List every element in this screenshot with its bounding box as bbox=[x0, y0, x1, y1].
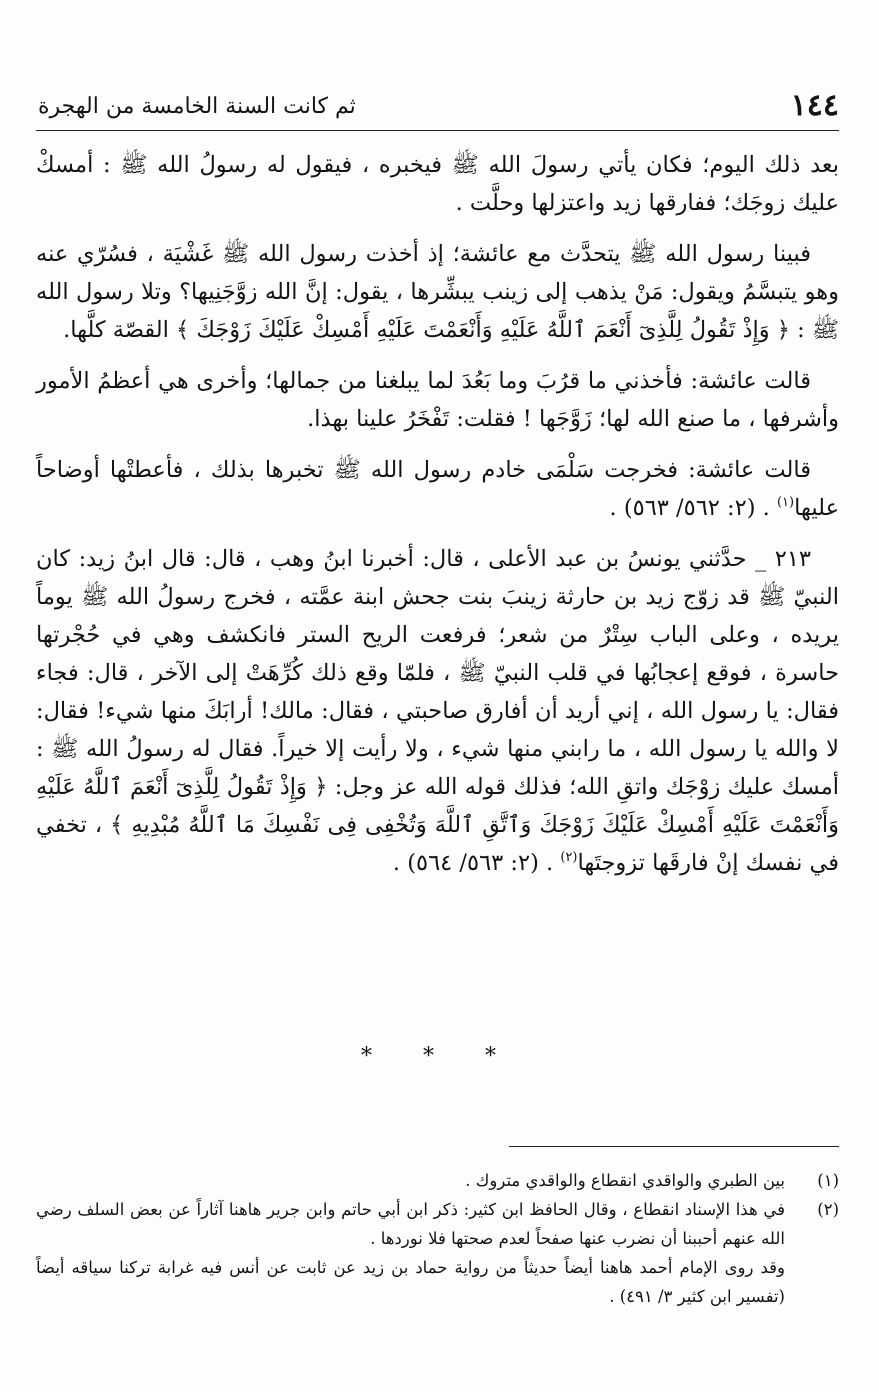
footnote-number: (٢) bbox=[817, 1200, 839, 1219]
footnote-line: وقد روى الإمام أحمد هاهنا أيضاً حديثاً من رواية حماد بن زيد عن ثابت عن أنس فيه غرابة تركنا سياقه أيضاً (تفسير ابن كثير ٣/ ٤٩١) . bbox=[36, 1258, 785, 1306]
paragraph bbox=[36, 540, 839, 882]
footnote-marker: (١) bbox=[776, 495, 795, 510]
page-number: ١٤٤ bbox=[790, 88, 839, 123]
paragraph bbox=[36, 362, 839, 438]
footnote-text bbox=[36, 1166, 785, 1195]
paragraph-text: بعد ذلك اليوم؛ فكان يأتي رسولَ الله ﷺ فيخبره ، فيقول له رسولُ الله ﷺ : أمسكْ عليك زوجَك؛ ففارقها زيد واعتزلها وحلَّت . bbox=[36, 152, 839, 216]
footnote bbox=[36, 1195, 839, 1311]
page-header bbox=[36, 84, 839, 131]
footnote-line: في هذا الإسناد انقطاع ، وقال الحافظ ابن كثير: ذكر ابن أبي حاتم وابن جرير هاهنا آثاراً عن بعض السلف رضي الله عنهم أحببنا أن نضرب عنها صفحاً لعدم صحتها فلا نوردها . bbox=[36, 1200, 785, 1248]
footnote-text bbox=[36, 1195, 785, 1311]
paragraph bbox=[36, 451, 839, 527]
footnote-divider bbox=[509, 1146, 839, 1147]
running-title: ثم كانت السنة الخامسة من الهجرة bbox=[38, 94, 356, 119]
footnotes bbox=[36, 1166, 839, 1311]
paragraph-text: قالت عائشة: فأخذني ما قرُبَ وما بَعُدَ لما يبلغنا من جمالها؛ وأخرى هي أعظمُ الأمور وأشرفها ، ما صنع الله لها؛ زَوَّجَها ! فقلت: تَفْخَرُ علينا بهذا. bbox=[36, 368, 839, 432]
paragraph bbox=[36, 146, 839, 222]
footnote bbox=[36, 1166, 839, 1195]
paragraph-text: ٢١٣ _ حدَّثني يونسُ بن عبد الأعلى ، قال: أخبرنا ابنُ وهب ، قال: قال ابنُ زيد: كان النبيّ ﷺ قد زوّج زيد بن حارثة زينبَ بنت جحش ابنة عمَّته ، فخرج رسولُ الله ﷺ يوماً يريده ، وعلى الباب سِتْرٌ من شعر؛ فرفعت الريح الستر فانكشف وهي في حُجْرتها حاسرة ، فوقع إعجابُها في قلب النبيّ ﷺ ، فلمّا وقع ذلك كُرِّهَتْ إلى الآخر ، قال: فجاء فقال: يا رسول الله ، إني أريد أن أفارق صاحبتي ، فقال: مالك! أرابَكَ منها شيء! فقال: لا والله يا رسول الله ، ما رابني منها شيء ، ولا رأيت إلا خيراً. فقال له رسولُ الله ﷺ : أمسك عليك زوْجَك واتقِ الله؛ فذلك قوله الله عز وجل: ﴿ وَإِذْ تَقُولُ لِلَّذِىٓ أَنْعَمَ ٱللَّهُ عَلَيْهِ وَأَنْعَمْتَ عَلَيْهِ أَمْسِكْ عَلَيْكَ زَوْجَكَ وَٱتَّقِ ٱللَّهَ وَتُخْفِى فِى نَفْسِكَ مَا ٱللَّهُ مُبْدِيهِ ﴾ ، تخفي في نفسك إنْ فارقَها تزوجتَها bbox=[36, 546, 839, 876]
source-reference: . (٢: ٥٦٣/ ٥٦٤) . bbox=[392, 850, 554, 876]
paragraph bbox=[36, 235, 839, 349]
section-ornament: * * * bbox=[361, 1044, 518, 1069]
source-reference: . (٢: ٥٦٢/ ٥٦٣) . bbox=[609, 495, 770, 521]
paragraph-text: قالت عائشة: فخرجت سَلْمَى خادم رسول الله ﷺ تخبرها بذلك ، فأعطتْها أوضاحاً عليها bbox=[36, 457, 839, 521]
paragraph-text: فبينا رسول الله ﷺ يتحدَّث مع عائشة؛ إذ أخذت رسول الله ﷺ غَشْيَة ، فسُرّي عنه وهو يتبسَّمُ ويقول: مَنْ يذهب إلى زينب يبشِّرها ، يقول: إنَّ الله زوَّجَنِيها؟ وتلا رسول الله ﷺ : ﴿ وَإِذْ تَقُولُ لِلَّذِىٓ أَنْعَمَ ٱللَّهُ عَلَيْهِ وَأَنْعَمْتَ عَلَيْهِ أَمْسِكْ عَلَيْكَ زَوْجَكَ ﴾ القصّة كلَّها. bbox=[36, 241, 839, 343]
footnote-number: (١) bbox=[817, 1171, 839, 1190]
main-text bbox=[36, 146, 839, 895]
footnote-marker: (٢) bbox=[560, 850, 578, 865]
footnote-line: بين الطبري والواقدي انقطاع والواقدي متروك . bbox=[465, 1171, 785, 1190]
